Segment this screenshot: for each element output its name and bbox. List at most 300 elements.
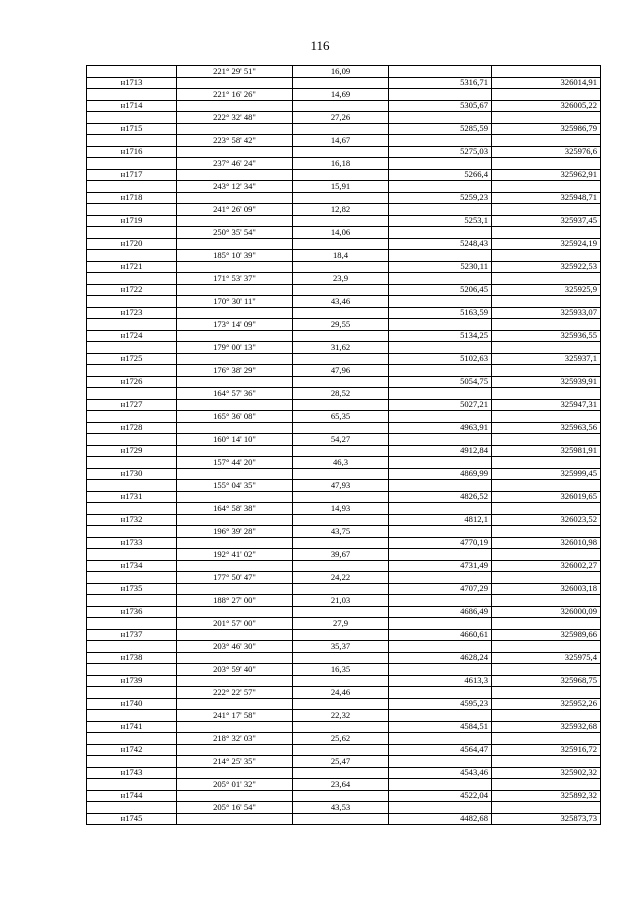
empty-cell xyxy=(389,66,492,78)
empty-cell xyxy=(293,583,389,595)
segment-row xyxy=(87,618,601,630)
point-row xyxy=(87,583,601,595)
coord-x: 4770,19 xyxy=(389,537,492,549)
segment-length: 14,69 xyxy=(293,89,389,101)
empty-cell xyxy=(177,537,293,549)
point-row xyxy=(87,146,601,158)
empty-cell xyxy=(492,319,601,331)
coord-x: 5230,11 xyxy=(389,261,492,273)
point-row xyxy=(87,514,601,526)
direction-angle: 222° 22' 57" xyxy=(177,687,293,699)
segment-length: 14,93 xyxy=(293,503,389,515)
empty-cell xyxy=(177,721,293,733)
empty-cell xyxy=(492,388,601,400)
empty-cell xyxy=(177,77,293,89)
segment-length: 15,91 xyxy=(293,181,389,193)
point-row xyxy=(87,399,601,411)
point-name: н1741 xyxy=(87,721,177,733)
empty-cell xyxy=(87,756,177,768)
coord-x: 4522,04 xyxy=(389,790,492,802)
direction-angle: 157° 44' 20" xyxy=(177,457,293,469)
empty-cell xyxy=(389,710,492,722)
coord-y: 325962,91 xyxy=(492,169,601,181)
segment-length: 65,35 xyxy=(293,411,389,423)
point-name: н1738 xyxy=(87,652,177,664)
point-name: н1740 xyxy=(87,698,177,710)
empty-cell xyxy=(293,123,389,135)
empty-cell xyxy=(87,319,177,331)
empty-cell xyxy=(492,664,601,676)
segment-length: 18,4 xyxy=(293,250,389,262)
empty-cell xyxy=(492,342,601,354)
point-name: н1719 xyxy=(87,215,177,227)
empty-cell xyxy=(177,491,293,503)
coord-y: 326014,91 xyxy=(492,77,601,89)
empty-cell xyxy=(293,422,389,434)
point-name: н1744 xyxy=(87,790,177,802)
segment-row xyxy=(87,365,601,377)
direction-angle: 218° 32' 03" xyxy=(177,733,293,745)
point-row xyxy=(87,330,601,342)
empty-cell xyxy=(492,618,601,630)
direction-angle: 188° 27' 00" xyxy=(177,595,293,607)
segment-row xyxy=(87,664,601,676)
point-row xyxy=(87,261,601,273)
direction-angle: 160° 14' 10" xyxy=(177,434,293,446)
empty-cell xyxy=(87,365,177,377)
empty-cell xyxy=(177,353,293,365)
point-row xyxy=(87,606,601,618)
empty-cell xyxy=(293,698,389,710)
point-name: н1739 xyxy=(87,675,177,687)
empty-cell xyxy=(293,721,389,733)
empty-cell xyxy=(293,284,389,296)
empty-cell xyxy=(389,457,492,469)
segment-row xyxy=(87,135,601,147)
point-name: н1713 xyxy=(87,77,177,89)
direction-angle: 243° 12' 34" xyxy=(177,181,293,193)
coord-x: 5259,23 xyxy=(389,192,492,204)
direction-angle: 164° 58' 38" xyxy=(177,503,293,515)
empty-cell xyxy=(389,296,492,308)
point-name: н1721 xyxy=(87,261,177,273)
direction-angle: 241° 17' 58" xyxy=(177,710,293,722)
coord-y: 325948,71 xyxy=(492,192,601,204)
point-row xyxy=(87,422,601,434)
empty-cell xyxy=(492,480,601,492)
empty-cell xyxy=(87,181,177,193)
point-row xyxy=(87,491,601,503)
coord-y: 326002,27 xyxy=(492,560,601,572)
empty-cell xyxy=(389,204,492,216)
empty-cell xyxy=(87,135,177,147)
empty-cell xyxy=(87,342,177,354)
empty-cell xyxy=(293,169,389,181)
point-row xyxy=(87,169,601,181)
segment-row xyxy=(87,756,601,768)
segment-length: 43,46 xyxy=(293,296,389,308)
coord-x: 4731,49 xyxy=(389,560,492,572)
empty-cell xyxy=(87,296,177,308)
segment-row xyxy=(87,89,601,101)
point-name: н1734 xyxy=(87,560,177,572)
empty-cell xyxy=(389,549,492,561)
empty-cell xyxy=(87,112,177,124)
point-row xyxy=(87,192,601,204)
coord-x: 5102,63 xyxy=(389,353,492,365)
segment-row xyxy=(87,112,601,124)
direction-angle: 192° 41' 02" xyxy=(177,549,293,561)
segment-row xyxy=(87,457,601,469)
segment-length: 21,03 xyxy=(293,595,389,607)
point-name: н1716 xyxy=(87,146,177,158)
direction-angle: 170° 30' 11" xyxy=(177,296,293,308)
segment-row xyxy=(87,411,601,423)
coord-x: 4812,1 xyxy=(389,514,492,526)
empty-cell xyxy=(293,330,389,342)
empty-cell xyxy=(87,618,177,630)
coord-y: 325981,91 xyxy=(492,445,601,457)
coord-x: 5134,25 xyxy=(389,330,492,342)
empty-cell xyxy=(492,549,601,561)
empty-cell xyxy=(389,779,492,791)
empty-cell xyxy=(492,296,601,308)
page-number: 116 xyxy=(310,38,330,53)
segment-length: 31,62 xyxy=(293,342,389,354)
segment-length: 35,37 xyxy=(293,641,389,653)
coord-y: 325933,07 xyxy=(492,307,601,319)
empty-cell xyxy=(87,572,177,584)
segment-length: 14,06 xyxy=(293,227,389,239)
empty-cell xyxy=(492,365,601,377)
coord-y: 326019,65 xyxy=(492,491,601,503)
empty-cell xyxy=(389,687,492,699)
empty-cell xyxy=(389,181,492,193)
empty-cell xyxy=(177,123,293,135)
segment-row xyxy=(87,526,601,538)
point-row xyxy=(87,721,601,733)
coord-y: 325892,32 xyxy=(492,790,601,802)
coord-x: 5206,45 xyxy=(389,284,492,296)
coord-x: 5316,71 xyxy=(389,77,492,89)
empty-cell xyxy=(293,514,389,526)
coord-x: 4628,24 xyxy=(389,652,492,664)
direction-angle: 179° 00' 13" xyxy=(177,342,293,354)
empty-cell xyxy=(177,813,293,825)
point-row xyxy=(87,77,601,89)
segment-length: 25,62 xyxy=(293,733,389,745)
point-name: н1720 xyxy=(87,238,177,250)
coord-x: 4660,61 xyxy=(389,629,492,641)
empty-cell xyxy=(293,399,389,411)
empty-cell xyxy=(492,112,601,124)
empty-cell xyxy=(492,572,601,584)
empty-cell xyxy=(389,411,492,423)
coord-y: 325947,31 xyxy=(492,399,601,411)
coord-x: 4613,3 xyxy=(389,675,492,687)
point-row xyxy=(87,790,601,802)
empty-cell xyxy=(293,790,389,802)
coord-y: 325916,72 xyxy=(492,744,601,756)
segment-row xyxy=(87,296,601,308)
empty-cell xyxy=(177,330,293,342)
empty-cell xyxy=(389,273,492,285)
coord-y: 325999,45 xyxy=(492,468,601,480)
empty-cell xyxy=(177,169,293,181)
point-name: н1730 xyxy=(87,468,177,480)
segment-length: 43,53 xyxy=(293,802,389,814)
point-name: н1725 xyxy=(87,353,177,365)
point-name: н1726 xyxy=(87,376,177,388)
empty-cell xyxy=(293,77,389,89)
segment-row xyxy=(87,342,601,354)
empty-cell xyxy=(177,790,293,802)
segment-length: 29,55 xyxy=(293,319,389,331)
empty-cell xyxy=(87,158,177,170)
coord-y: 325963,56 xyxy=(492,422,601,434)
empty-cell xyxy=(492,733,601,745)
empty-cell xyxy=(492,411,601,423)
segment-length: 16,18 xyxy=(293,158,389,170)
point-name: н1724 xyxy=(87,330,177,342)
empty-cell xyxy=(492,273,601,285)
empty-cell xyxy=(492,250,601,262)
segment-length: 16,35 xyxy=(293,664,389,676)
direction-angle: 241° 26' 09" xyxy=(177,204,293,216)
direction-angle: 237° 46' 24" xyxy=(177,158,293,170)
coord-x: 5275,03 xyxy=(389,146,492,158)
empty-cell xyxy=(492,595,601,607)
point-row xyxy=(87,675,601,687)
empty-cell xyxy=(177,399,293,411)
coord-x: 5027,21 xyxy=(389,399,492,411)
empty-cell xyxy=(492,641,601,653)
coord-y: 326010,98 xyxy=(492,537,601,549)
direction-angle: 176° 38' 29" xyxy=(177,365,293,377)
segment-length: 25,47 xyxy=(293,756,389,768)
point-name: н1731 xyxy=(87,491,177,503)
point-name: н1722 xyxy=(87,284,177,296)
empty-cell xyxy=(492,503,601,515)
empty-cell xyxy=(87,733,177,745)
empty-cell xyxy=(293,445,389,457)
empty-cell xyxy=(389,365,492,377)
coord-y: 325922,53 xyxy=(492,261,601,273)
segment-row xyxy=(87,802,601,814)
empty-cell xyxy=(389,112,492,124)
coord-x: 5285,59 xyxy=(389,123,492,135)
coord-x: 4595,23 xyxy=(389,698,492,710)
empty-cell xyxy=(389,526,492,538)
empty-cell xyxy=(87,250,177,262)
direction-angle: 223° 58' 42" xyxy=(177,135,293,147)
empty-cell xyxy=(293,353,389,365)
empty-cell xyxy=(389,641,492,653)
segment-row xyxy=(87,480,601,492)
direction-angle: 171° 53' 37" xyxy=(177,273,293,285)
point-name: н1737 xyxy=(87,629,177,641)
empty-cell xyxy=(389,503,492,515)
segment-row xyxy=(87,158,601,170)
empty-cell xyxy=(389,158,492,170)
point-row xyxy=(87,238,601,250)
empty-cell xyxy=(389,756,492,768)
empty-cell xyxy=(389,618,492,630)
segment-row xyxy=(87,733,601,745)
empty-cell xyxy=(87,664,177,676)
segment-row xyxy=(87,388,601,400)
coord-y: 325939,91 xyxy=(492,376,601,388)
segment-row xyxy=(87,273,601,285)
direction-angle: 196° 39' 28" xyxy=(177,526,293,538)
direction-angle: 173° 14' 09" xyxy=(177,319,293,331)
coord-y: 325925,9 xyxy=(492,284,601,296)
empty-cell xyxy=(492,204,601,216)
coord-x: 5266,4 xyxy=(389,169,492,181)
point-name: н1743 xyxy=(87,767,177,779)
empty-cell xyxy=(293,606,389,618)
empty-cell xyxy=(87,227,177,239)
point-row xyxy=(87,353,601,365)
coord-y: 325952,26 xyxy=(492,698,601,710)
segment-row xyxy=(87,710,601,722)
coord-x: 5163,59 xyxy=(389,307,492,319)
empty-cell xyxy=(293,675,389,687)
coord-x: 5248,43 xyxy=(389,238,492,250)
empty-cell xyxy=(177,238,293,250)
empty-cell xyxy=(87,273,177,285)
point-row xyxy=(87,445,601,457)
empty-cell xyxy=(492,158,601,170)
segment-length: 27,26 xyxy=(293,112,389,124)
direction-angle: 203° 59' 40" xyxy=(177,664,293,676)
empty-cell xyxy=(87,549,177,561)
segment-row xyxy=(87,227,601,239)
empty-cell xyxy=(389,227,492,239)
direction-angle: 250° 35' 54" xyxy=(177,227,293,239)
coord-y: 325937,45 xyxy=(492,215,601,227)
segment-length: 46,3 xyxy=(293,457,389,469)
empty-cell xyxy=(293,100,389,112)
point-name: н1745 xyxy=(87,813,177,825)
point-row xyxy=(87,215,601,227)
empty-cell xyxy=(293,560,389,572)
empty-cell xyxy=(389,802,492,814)
segment-row xyxy=(87,687,601,699)
empty-cell xyxy=(87,66,177,78)
empty-cell xyxy=(492,181,601,193)
empty-cell xyxy=(177,629,293,641)
segment-row xyxy=(87,572,601,584)
empty-cell xyxy=(177,767,293,779)
coord-y: 325873,73 xyxy=(492,813,601,825)
empty-cell xyxy=(389,135,492,147)
empty-cell xyxy=(87,641,177,653)
coord-y: 325986,79 xyxy=(492,123,601,135)
empty-cell xyxy=(293,468,389,480)
segment-length: 23,9 xyxy=(293,273,389,285)
coord-x: 4482,68 xyxy=(389,813,492,825)
empty-cell xyxy=(389,388,492,400)
point-row xyxy=(87,744,601,756)
empty-cell xyxy=(87,480,177,492)
point-row xyxy=(87,560,601,572)
direction-angle: 165° 36' 08" xyxy=(177,411,293,423)
segment-row xyxy=(87,319,601,331)
point-row xyxy=(87,307,601,319)
coord-x: 4869,99 xyxy=(389,468,492,480)
coord-y: 325936,55 xyxy=(492,330,601,342)
coord-x: 5305,67 xyxy=(389,100,492,112)
empty-cell xyxy=(492,135,601,147)
point-row xyxy=(87,813,601,825)
empty-cell xyxy=(87,710,177,722)
empty-cell xyxy=(293,629,389,641)
direction-angle: 185° 10' 39" xyxy=(177,250,293,262)
segment-length: 24,22 xyxy=(293,572,389,584)
empty-cell xyxy=(293,491,389,503)
empty-cell xyxy=(87,434,177,446)
point-name: н1717 xyxy=(87,169,177,181)
empty-cell xyxy=(87,457,177,469)
point-name: н1733 xyxy=(87,537,177,549)
empty-cell xyxy=(389,572,492,584)
empty-cell xyxy=(87,687,177,699)
empty-cell xyxy=(87,802,177,814)
direction-angle: 201° 57' 00" xyxy=(177,618,293,630)
point-row xyxy=(87,698,601,710)
direction-angle: 221° 16' 26" xyxy=(177,89,293,101)
direction-angle: 205° 01' 32" xyxy=(177,779,293,791)
empty-cell xyxy=(177,192,293,204)
empty-cell xyxy=(389,319,492,331)
coord-x: 4826,52 xyxy=(389,491,492,503)
segment-length: 16,09 xyxy=(293,66,389,78)
empty-cell xyxy=(293,652,389,664)
coord-x: 4543,46 xyxy=(389,767,492,779)
segment-row xyxy=(87,641,601,653)
empty-cell xyxy=(492,89,601,101)
segment-length: 22,32 xyxy=(293,710,389,722)
empty-cell xyxy=(492,687,601,699)
direction-angle: 214° 25' 35" xyxy=(177,756,293,768)
coord-y: 326005,22 xyxy=(492,100,601,112)
segment-length: 39,67 xyxy=(293,549,389,561)
empty-cell xyxy=(177,376,293,388)
empty-cell xyxy=(87,503,177,515)
coord-y: 325975,4 xyxy=(492,652,601,664)
coord-y: 326000,09 xyxy=(492,606,601,618)
empty-cell xyxy=(293,238,389,250)
point-name: н1742 xyxy=(87,744,177,756)
coord-y: 326003,18 xyxy=(492,583,601,595)
coord-x: 5054,75 xyxy=(389,376,492,388)
empty-cell xyxy=(492,802,601,814)
point-row xyxy=(87,376,601,388)
point-row xyxy=(87,123,601,135)
direction-angle: 203° 46' 30" xyxy=(177,641,293,653)
empty-cell xyxy=(87,595,177,607)
coord-x: 4912,84 xyxy=(389,445,492,457)
point-row xyxy=(87,652,601,664)
segment-row xyxy=(87,779,601,791)
empty-cell xyxy=(87,204,177,216)
empty-cell xyxy=(87,89,177,101)
segment-row xyxy=(87,503,601,515)
empty-cell xyxy=(389,434,492,446)
segment-length: 28,52 xyxy=(293,388,389,400)
point-name: н1715 xyxy=(87,123,177,135)
